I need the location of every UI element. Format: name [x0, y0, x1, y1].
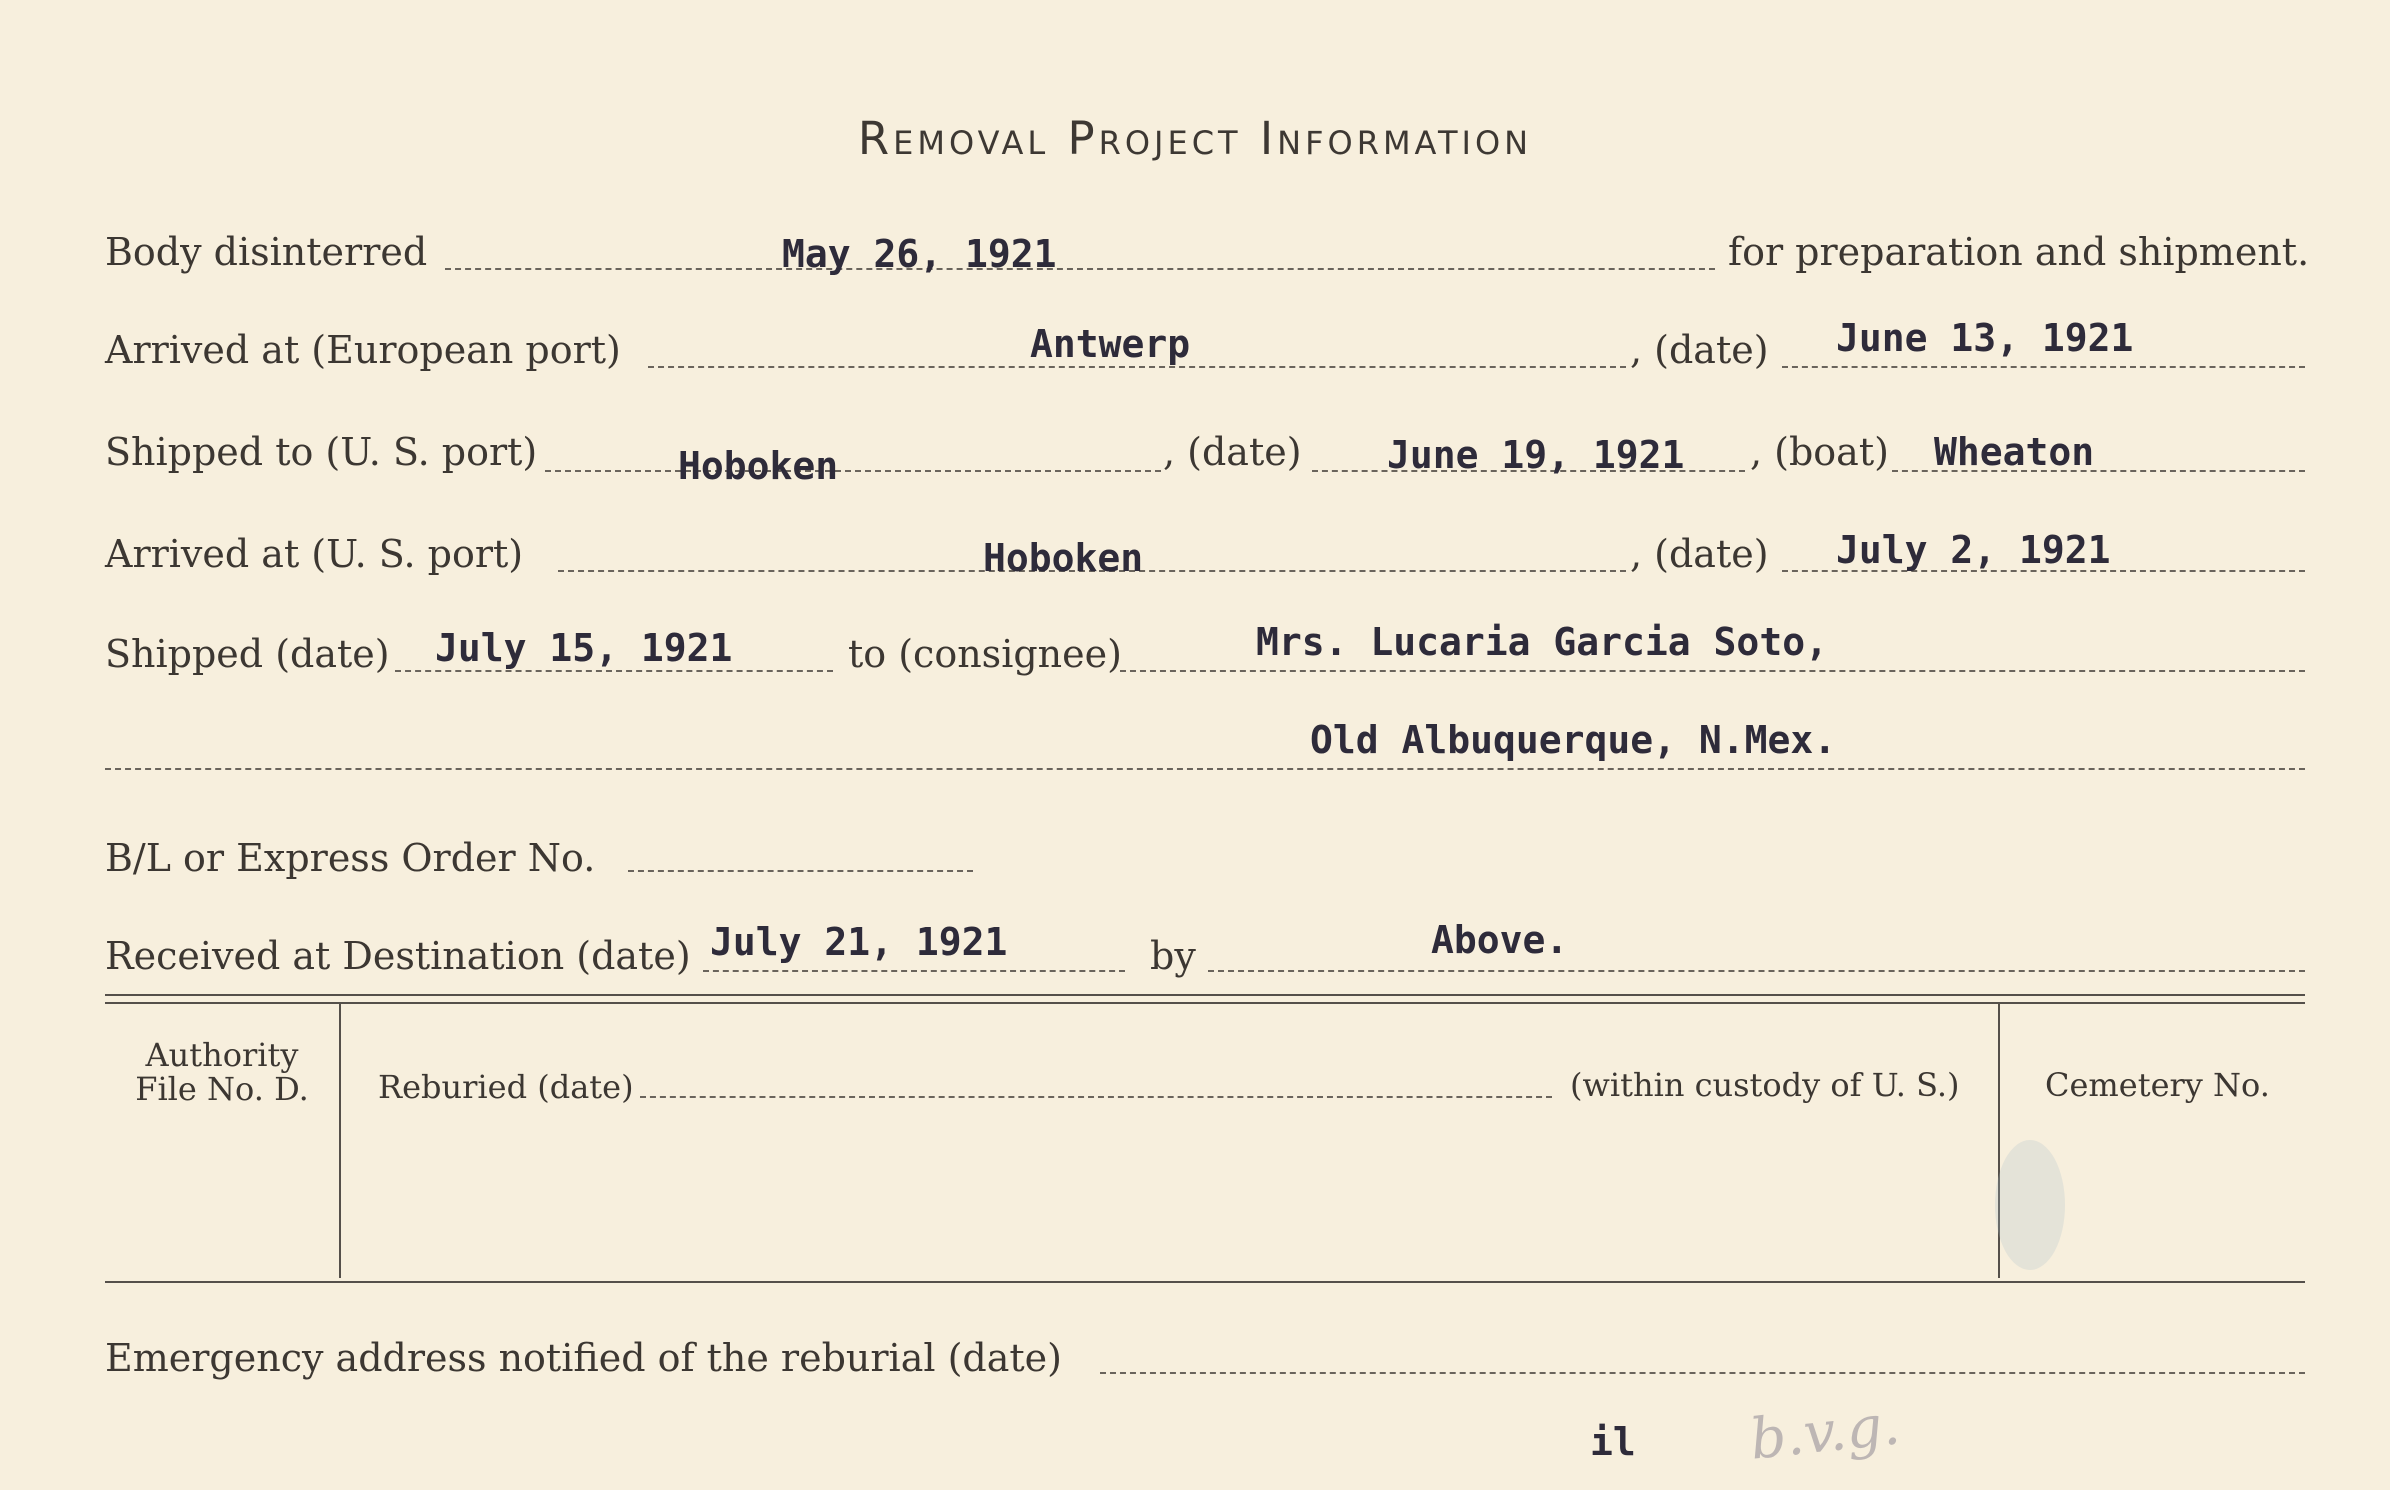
- shipped-date-line: [395, 670, 833, 672]
- reburied-date-label: Reburied (date): [378, 1068, 634, 1106]
- authority-label: Authority: [145, 1036, 299, 1074]
- emergency-address-line: [1100, 1372, 2305, 1374]
- received-by-value: Above.: [1431, 918, 1569, 962]
- shipped-date-label: Shipped (date): [105, 632, 390, 676]
- us-arrived-date-label: , (date): [1630, 532, 1769, 576]
- us-port-shipped-line: [545, 470, 1161, 472]
- address-line: [105, 768, 2305, 770]
- us-shipped-date-label: , (date): [1163, 430, 1302, 474]
- boat-value: Wheaton: [1934, 430, 2095, 474]
- custody-label: (within custody of U. S.): [1570, 1066, 1960, 1104]
- received-by-line: [1208, 970, 2305, 972]
- european-port-line: [648, 366, 1626, 368]
- us-arrived-date-value: July 2, 1921: [1836, 528, 2111, 572]
- pencil-initials: b.v.g.: [1747, 1392, 1904, 1473]
- clerk-code: il: [1590, 1420, 1636, 1464]
- reburied-date-line: [640, 1096, 1552, 1098]
- bl-order-label: B/L or Express Order No.: [105, 836, 596, 880]
- european-date-line: [1782, 366, 2305, 368]
- us-port-shipped-value: Hoboken: [678, 444, 839, 488]
- box-top-rule-inner: [105, 1002, 2305, 1004]
- box-bottom-rule: [105, 1281, 2305, 1283]
- consignee-line: [1120, 670, 2305, 672]
- us-port-shipped-label: Shipped to (U. S. port): [105, 430, 538, 474]
- body-disinterred-line: [445, 268, 1715, 270]
- water-stain: [1995, 1140, 2065, 1270]
- emergency-address-label: Emergency address notified of the reburial (date): [105, 1336, 1062, 1380]
- file-no-label: File No. D.: [135, 1070, 309, 1108]
- european-date-value: June 13, 1921: [1836, 316, 2134, 360]
- shipped-date-value: July 15, 1921: [435, 626, 733, 670]
- page-title: Removal Project Information: [857, 112, 1533, 165]
- box-divider-left: [339, 1004, 341, 1278]
- european-port-label: Arrived at (European port): [105, 328, 621, 372]
- box-top-rule: [105, 994, 2305, 996]
- received-by-label: by: [1150, 934, 1196, 978]
- us-port-arrived-value: Hoboken: [983, 536, 1144, 580]
- received-destination-label: Received at Destination (date): [105, 934, 691, 978]
- received-date-value: July 21, 1921: [710, 920, 1008, 964]
- consignee-label: to (consignee): [848, 632, 1122, 676]
- cemetery-no-label: Cemetery No.: [2045, 1066, 2270, 1104]
- body-disinterred-value: May 26, 1921: [782, 232, 1057, 276]
- consignee-address-value: Old Albuquerque, N.Mex.: [1310, 718, 1837, 762]
- boat-label: , (boat): [1750, 430, 1889, 474]
- us-shipped-date-value: June 19, 1921: [1387, 433, 1685, 477]
- consignee-value: Mrs. Lucaria Garcia Soto,: [1256, 620, 1828, 664]
- preparation-shipment-text: for preparation and shipment.: [1728, 230, 2310, 274]
- european-port-value: Antwerp: [1030, 322, 1191, 366]
- us-port-arrived-label: Arrived at (U. S. port): [105, 532, 524, 576]
- body-disinterred-label: Body disinterred: [105, 230, 428, 274]
- european-date-label: , (date): [1630, 328, 1769, 372]
- received-date-line: [703, 970, 1125, 972]
- bl-order-line: [628, 870, 973, 872]
